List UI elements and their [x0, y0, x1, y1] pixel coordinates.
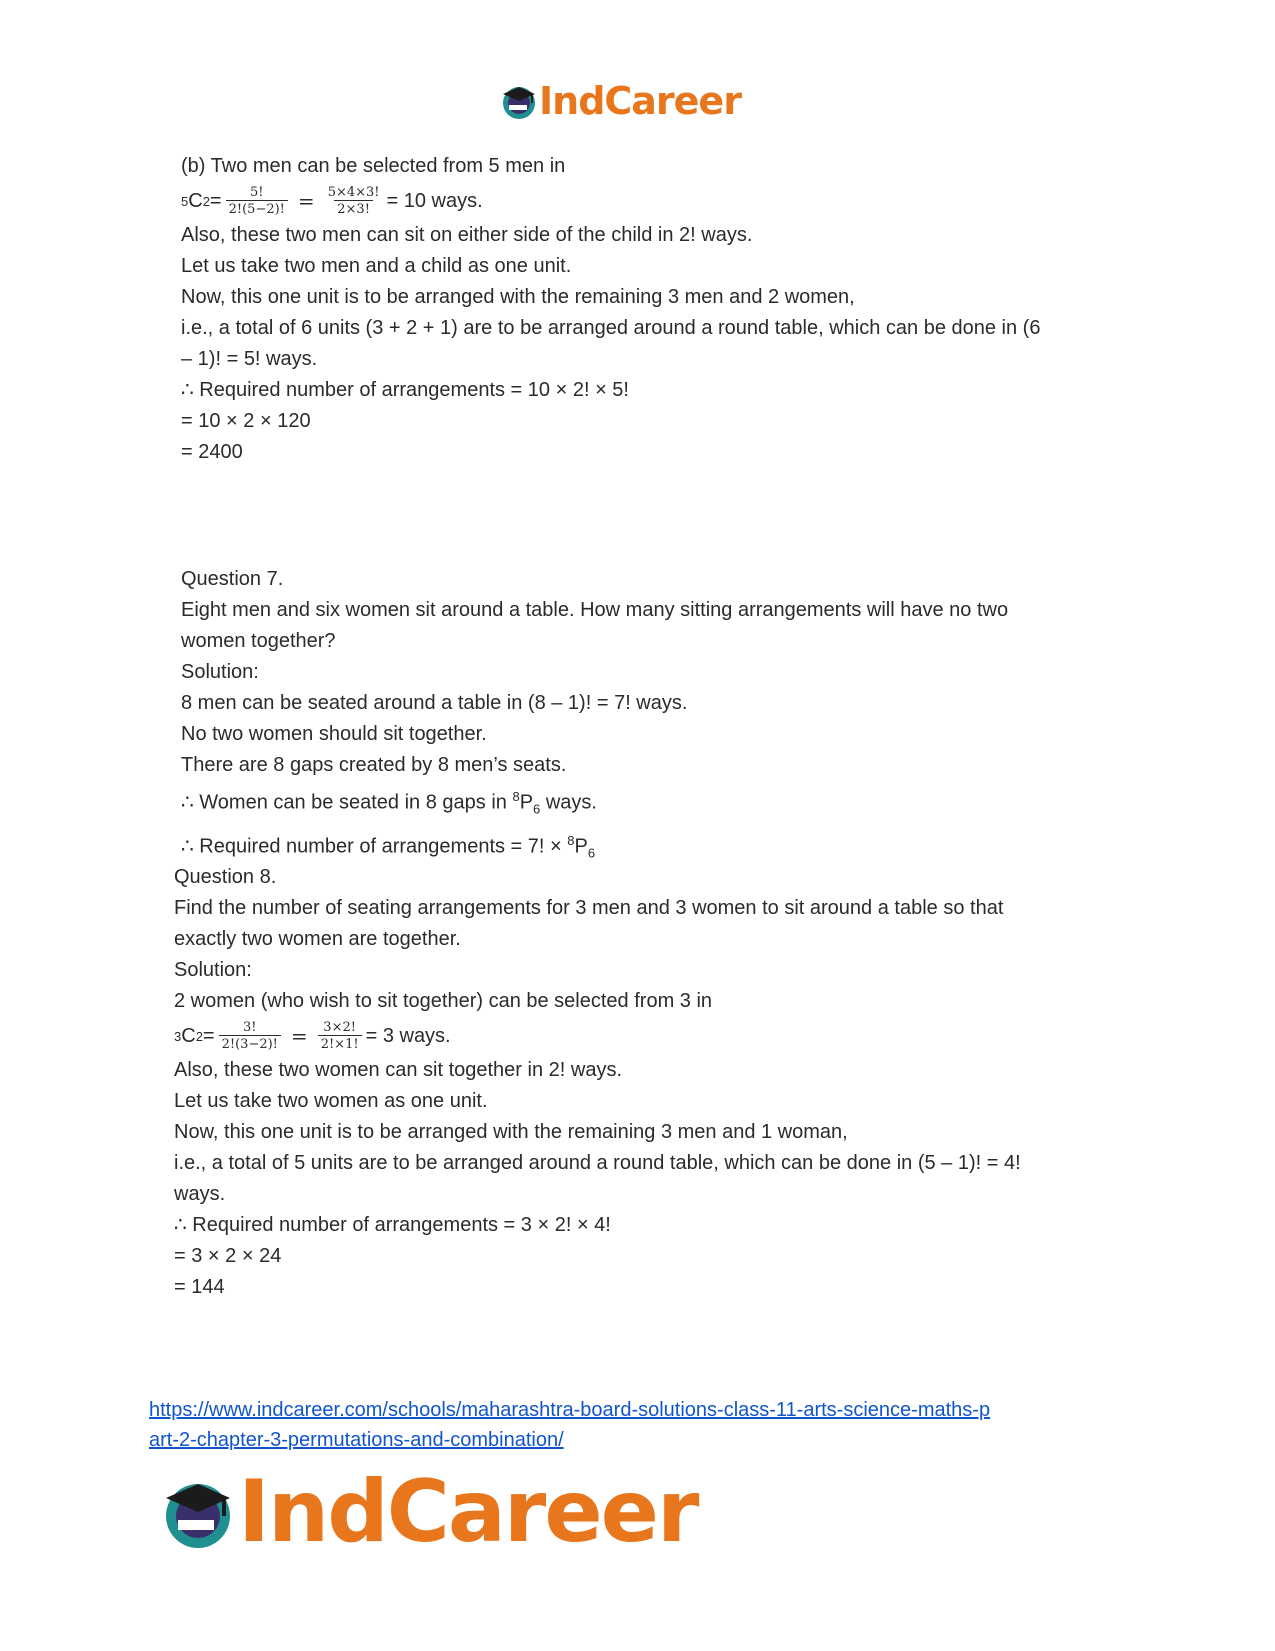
formula-sup: 5 — [181, 193, 189, 209]
link-line[interactable]: art-2-chapter-3-permutations-and-combination/ — [149, 1429, 564, 1451]
question-text: Eight men and six women sit around a table. How many sitting arrangements will have no two — [181, 599, 1009, 621]
solution-label: Solution: — [181, 661, 259, 683]
question-title: Question 8. — [174, 866, 277, 888]
combination-formula — [174, 1017, 1021, 1055]
text-span: ways. — [540, 791, 597, 814]
numerator: 5×4×3! — [327, 185, 380, 200]
numerator: 3! — [243, 1020, 257, 1035]
text-line: There are 8 gaps created by 8 men’s seats. — [181, 754, 567, 776]
combination-formula — [181, 182, 1040, 220]
text-line — [181, 781, 1008, 825]
source-link[interactable] — [149, 1395, 990, 1455]
question-title: Question 7. — [181, 568, 284, 590]
text-line: Also, these two men can sit on either side of the child in 2! ways. — [181, 224, 753, 246]
text-line: Let us take two women as one unit. — [174, 1090, 488, 1112]
text-line: Also, these two women can sit together in 2! ways. — [174, 1059, 622, 1081]
denominator: 2×3! — [334, 200, 373, 217]
text-line: = 10 × 2 × 120 — [181, 410, 311, 432]
fraction — [318, 1020, 362, 1052]
question-8 — [174, 862, 1021, 1303]
formula-eq: = — [209, 189, 222, 212]
logo-text: IndCareer — [238, 1462, 698, 1562]
formula-result: = 3 ways. — [365, 1024, 451, 1047]
text-line: 2 women (who wish to sit together) can be selected from 3 in — [174, 990, 713, 1012]
perm-symbol: P — [519, 791, 534, 814]
text-line: i.e., a total of 5 units are to be arranged around a round table, which can be done in (5 – 1)! = 4! — [174, 1152, 1021, 1174]
fraction — [325, 185, 383, 217]
solution-label: Solution: — [174, 959, 252, 981]
formula-symbol: C — [181, 1024, 196, 1047]
perm-sub: 6 — [533, 801, 541, 817]
text-line: Now, this one unit is to be arranged with the remaining 3 men and 1 woman, — [174, 1121, 848, 1143]
text-line: = 2400 — [181, 441, 243, 463]
text-line: ∴ Required number of arrangements = 10 × 2! × 5! — [181, 379, 629, 401]
fraction — [226, 185, 288, 217]
text-line: Now, this one unit is to be arranged with the remaining 3 men and 2 women, — [181, 286, 855, 308]
question-text: Find the number of seating arrangements for 3 men and 3 women to sit around a table so that — [174, 897, 1004, 919]
perm-sup: 8 — [512, 789, 520, 804]
denominator: 2!×1! — [318, 1035, 362, 1052]
link-line[interactable]: https://www.indcareer.com/schools/maharashtra-board-solutions-class-11-arts-science-maths-p — [149, 1399, 991, 1421]
text-line: Let us take two men and a child as one unit. — [181, 255, 572, 277]
indcareer-logo-bottom — [158, 1462, 697, 1562]
perm-sup: 8 — [567, 832, 575, 848]
perm-symbol: P — [574, 835, 588, 858]
question-7 — [181, 564, 1008, 868]
denominator: 2!(3−2)! — [219, 1035, 281, 1052]
indcareer-logo-top — [499, 78, 741, 124]
text-line: ∴ Required number of arrangements = 3 × 2! × 4! — [174, 1214, 611, 1236]
fraction — [219, 1020, 281, 1052]
question-text: exactly two women are together. — [174, 928, 461, 950]
formula-symbol: C — [188, 189, 203, 212]
part-b-solution — [181, 151, 1040, 468]
equals-sign: = — [290, 1023, 308, 1048]
numerator: 3×2! — [323, 1020, 356, 1035]
formula-sub: 2 — [202, 193, 210, 209]
graduation-cap-globe-icon — [158, 1472, 238, 1552]
text-line: = 3 × 2 × 24 — [174, 1245, 282, 1267]
equals-sign: = — [297, 188, 315, 213]
formula-result: = 10 ways. — [386, 189, 483, 212]
text-line: (b) Two men can be selected from 5 men in — [181, 155, 566, 177]
denominator: 2!(5−2)! — [226, 200, 288, 217]
text-line: – 1)! = 5! ways. — [181, 348, 318, 370]
formula-eq: = — [202, 1024, 215, 1047]
perm-sub: 6 — [587, 845, 596, 861]
graduation-cap-globe-icon — [499, 81, 539, 121]
text-line: 8 men can be seated around a table in (8 – 1)! = 7! ways. — [181, 692, 688, 714]
formula-sub: 2 — [195, 1028, 203, 1044]
text-line: i.e., a total of 6 units (3 + 2 + 1) are to be arranged around a round table, which can be done in (6 — [181, 317, 1041, 339]
text-line: ways. — [174, 1183, 226, 1205]
question-text: women together? — [181, 630, 336, 652]
logo-text: IndCareer — [539, 79, 741, 123]
text-span: ∴ Women can be seated in 8 gaps in — [181, 791, 513, 814]
formula-sup: 3 — [174, 1028, 182, 1044]
text-line: No two women should sit together. — [181, 723, 487, 745]
numerator: 5! — [250, 185, 264, 200]
text-line: = 144 — [174, 1276, 225, 1298]
text-span: ∴ Required number of arrangements = 7! × — [181, 835, 568, 858]
